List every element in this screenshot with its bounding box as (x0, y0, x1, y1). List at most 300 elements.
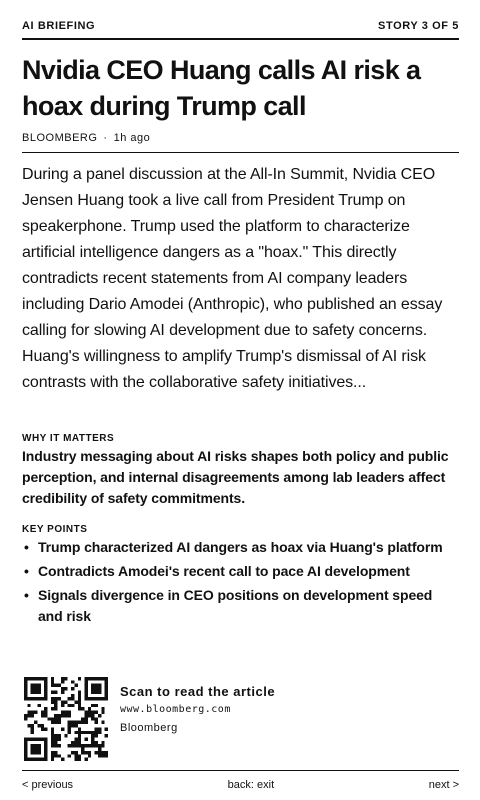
qr-module (101, 707, 104, 710)
qr-module (88, 711, 91, 714)
qr-module (37, 748, 40, 751)
qr-module (101, 744, 104, 747)
qr-module (88, 744, 91, 747)
qr-module (101, 697, 104, 700)
qr-module (78, 707, 81, 710)
qr-module (95, 717, 98, 720)
qr-module (105, 677, 108, 680)
qr-module (68, 754, 71, 757)
qr-module (51, 737, 54, 740)
qr-module (37, 751, 40, 754)
qr-module (54, 690, 57, 693)
qr-module (105, 727, 108, 730)
qr-module (24, 714, 27, 717)
qr-module (54, 701, 57, 704)
qr-module (37, 704, 40, 707)
qr-module (78, 690, 81, 693)
article-url: www.bloomberg.com (120, 704, 231, 715)
qr-module (84, 744, 87, 747)
qr-module (41, 714, 44, 717)
qr-module (31, 714, 34, 717)
qr-module (24, 690, 27, 693)
qr-module (81, 721, 84, 724)
qr-module (68, 721, 71, 724)
qr-module (44, 737, 47, 740)
qr-module (31, 758, 34, 761)
qr-module (98, 697, 101, 700)
qr-module (81, 717, 84, 720)
qr-module (88, 731, 91, 734)
qr-module (68, 727, 71, 730)
qr-module (44, 727, 47, 730)
qr-module (51, 744, 54, 747)
qr-module (34, 711, 37, 714)
qr-module (58, 714, 61, 717)
qr-module (37, 724, 40, 727)
qr-module (58, 754, 61, 757)
qr-module (24, 687, 27, 690)
qr-module (37, 687, 40, 690)
qr-module (61, 758, 64, 761)
qr-module (27, 758, 30, 761)
why-it-matters-label: WHY IT MATTERS (22, 433, 115, 444)
qr-module (37, 684, 40, 687)
qr-module (27, 697, 30, 700)
qr-module (78, 731, 81, 734)
qr-module (74, 684, 77, 687)
qr-module (54, 697, 57, 700)
qr-module (78, 734, 81, 737)
qr-module (54, 721, 57, 724)
qr-code[interactable] (24, 677, 108, 761)
qr-module (51, 727, 54, 730)
qr-module (84, 758, 87, 761)
qr-module (105, 734, 108, 737)
qr-module (91, 687, 94, 690)
qr-module (91, 744, 94, 747)
qr-module (27, 677, 30, 680)
qr-module (41, 758, 44, 761)
qr-module (95, 721, 98, 724)
qr-module (78, 677, 81, 680)
qr-module (44, 707, 47, 710)
qr-module (24, 694, 27, 697)
qr-module (41, 724, 44, 727)
qr-module (91, 741, 94, 744)
list-item: • Contradicts Amodei's recent call to pace AI development (22, 561, 459, 582)
byline (22, 132, 459, 153)
qr-module (78, 727, 81, 730)
qr-module (78, 758, 81, 761)
qr-module (34, 690, 37, 693)
qr-module (68, 744, 71, 747)
qr-module (78, 701, 81, 704)
qr-module (31, 727, 34, 730)
qr-module (61, 687, 64, 690)
qr-module (41, 737, 44, 740)
qr-module (105, 687, 108, 690)
qr-module (51, 731, 54, 734)
qr-module (95, 744, 98, 747)
qr-module (71, 680, 74, 683)
qr-module (34, 751, 37, 754)
qr-module (44, 694, 47, 697)
qr-module (105, 751, 108, 754)
qr-module (54, 707, 57, 710)
qr-module (105, 697, 108, 700)
next-button[interactable]: next > (428, 779, 459, 791)
qr-module (51, 697, 54, 700)
story-position: STORY 3 OF 5 (378, 20, 459, 32)
qr-module (44, 697, 47, 700)
qr-module (51, 721, 54, 724)
qr-module (78, 694, 81, 697)
qr-module (71, 694, 74, 697)
qr-module (74, 754, 77, 757)
qr-module (105, 694, 108, 697)
qr-module (64, 734, 67, 737)
qr-module (24, 751, 27, 754)
list-item: • Signals divergence in CEO positions on development speed and risk (22, 585, 459, 627)
qr-module (51, 754, 54, 757)
qr-source: Bloomberg (120, 722, 178, 734)
qr-module (84, 737, 87, 740)
qr-module (78, 721, 81, 724)
qr-module (31, 684, 34, 687)
qr-module (44, 690, 47, 693)
qr-module (61, 704, 64, 707)
qr-module (84, 684, 87, 687)
section-label: AI BRIEFING (22, 20, 96, 32)
qr-module (54, 737, 57, 740)
qr-module (71, 721, 74, 724)
qr-module (95, 727, 98, 730)
qr-module (101, 721, 104, 724)
qr-module (84, 690, 87, 693)
qr-module (81, 748, 84, 751)
qr-module (61, 680, 64, 683)
qr-module (34, 737, 37, 740)
qr-prompt: Scan to read the article (120, 684, 276, 699)
qr-module (64, 677, 67, 680)
qr-module (27, 724, 30, 727)
qr-module (74, 731, 77, 734)
qr-module (84, 687, 87, 690)
qr-module (41, 677, 44, 680)
qr-module (95, 690, 98, 693)
qr-module (105, 754, 108, 757)
qr-module (84, 721, 87, 724)
qr-module (95, 731, 98, 734)
qr-module (78, 744, 81, 747)
qr-module (98, 690, 101, 693)
qr-module (95, 704, 98, 707)
qr-module (88, 697, 91, 700)
qr-module (68, 724, 71, 727)
qr-module (48, 717, 51, 720)
qr-module (101, 677, 104, 680)
qr-module (58, 744, 61, 747)
qr-module (74, 758, 77, 761)
article-body: During a panel discussion at the All-In Summit, Nvidia CEO Jensen Huang took a live call from President Trump on speakerphone. Trump used the platform to characterize artificial intelligence dangers as a "hoax." This directly contradicts recent statements from AI company leaders including Dario Amodei (Anthropic), who published an essay calling for slowing AI development due to safety concerns. Huang's willingness to amplify Trump's dismissal of AI risk contrasts with the collaborative safety initiatives... (22, 166, 443, 391)
qr-module (74, 741, 77, 744)
qr-module (84, 731, 87, 734)
qr-module (71, 744, 74, 747)
exit-button[interactable]: back: exit (227, 779, 275, 791)
qr-module (51, 707, 54, 710)
qr-module (34, 677, 37, 680)
qr-module (61, 711, 64, 714)
qr-module (58, 697, 61, 700)
qr-module (101, 751, 104, 754)
qr-module (44, 714, 47, 717)
footer-nav (22, 770, 459, 791)
qr-module (51, 751, 54, 754)
qr-module (98, 727, 101, 730)
qr-module (44, 758, 47, 761)
qr-module (51, 758, 54, 761)
qr-module (105, 690, 108, 693)
timestamp: 1h ago (113, 132, 151, 144)
qr-module (61, 714, 64, 717)
qr-module (58, 734, 61, 737)
qr-module (98, 751, 101, 754)
qr-module (64, 687, 67, 690)
qr-module (74, 751, 77, 754)
qr-module (37, 744, 40, 747)
list-item: • Trump characterized AI dangers as hoax via Huang's platform (22, 537, 459, 558)
qr-module (88, 754, 91, 757)
qr-module (91, 697, 94, 700)
qr-module (91, 734, 94, 737)
qr-module (88, 677, 91, 680)
qr-module (95, 751, 98, 754)
qr-module (27, 711, 30, 714)
qr-module (51, 684, 54, 687)
qr-module (31, 748, 34, 751)
qr-module (58, 737, 61, 740)
qr-module (24, 680, 27, 683)
previous-button[interactable]: < previous (22, 779, 74, 791)
qr-module (51, 734, 54, 737)
qr-module (105, 684, 108, 687)
qr-module (41, 727, 44, 730)
qr-module (31, 697, 34, 700)
qr-module (44, 677, 47, 680)
qr-module (51, 680, 54, 683)
headline: Nvidia CEO Huang calls AI risk a hoax during Trump call (22, 55, 421, 121)
qr-module (68, 697, 71, 700)
qr-module (31, 687, 34, 690)
qr-module (61, 701, 64, 704)
qr-module (98, 684, 101, 687)
qr-module (78, 737, 81, 740)
qr-module (58, 721, 61, 724)
qr-module (34, 758, 37, 761)
qr-module (84, 680, 87, 683)
qr-module (71, 741, 74, 744)
qr-module (51, 717, 54, 720)
qr-module (31, 751, 34, 754)
qr-module (84, 751, 87, 754)
qr-module (95, 677, 98, 680)
qr-module (31, 690, 34, 693)
qr-module (37, 690, 40, 693)
qr-module (78, 754, 81, 757)
qr-module (24, 741, 27, 744)
key-points-list (22, 537, 459, 630)
qr-module (64, 701, 67, 704)
qr-module (31, 744, 34, 747)
qr-module (78, 741, 81, 744)
qr-module (74, 737, 77, 740)
qr-module (61, 690, 64, 693)
qr-module (68, 714, 71, 717)
qr-module (74, 744, 77, 747)
qr-module (98, 677, 101, 680)
qr-module (24, 677, 27, 680)
qr-module (68, 731, 71, 734)
qr-module (51, 677, 54, 680)
qr-module (64, 711, 67, 714)
qr-module (91, 704, 94, 707)
qr-module (51, 701, 54, 704)
qr-module (84, 714, 87, 717)
qr-module (54, 717, 57, 720)
qr-module (91, 684, 94, 687)
qr-module (101, 754, 104, 757)
qr-module (61, 727, 64, 730)
qr-module (37, 737, 40, 740)
qr-module (68, 711, 71, 714)
qr-module (34, 748, 37, 751)
qr-module (71, 751, 74, 754)
qr-module (98, 754, 101, 757)
qr-module (91, 737, 94, 740)
qr-module (78, 697, 81, 700)
qr-module (41, 697, 44, 700)
qr-module (44, 741, 47, 744)
qr-module (37, 697, 40, 700)
qr-module (84, 717, 87, 720)
qr-module (34, 697, 37, 700)
qr-module (84, 697, 87, 700)
qr-module (88, 714, 91, 717)
qr-module (54, 704, 57, 707)
qr-module (54, 684, 57, 687)
qr-module (24, 684, 27, 687)
qr-module (37, 677, 40, 680)
qr-module (91, 731, 94, 734)
qr-module (84, 694, 87, 697)
qr-module (98, 748, 101, 751)
qr-module (24, 697, 27, 700)
qr-module (34, 744, 37, 747)
qr-module (84, 677, 87, 680)
qr-module (95, 741, 98, 744)
qr-module (44, 711, 47, 714)
key-points-label: KEY POINTS (22, 524, 88, 535)
qr-module (54, 741, 57, 744)
qr-module (31, 724, 34, 727)
qr-module (71, 687, 74, 690)
qr-module (91, 677, 94, 680)
qr-module (44, 751, 47, 754)
top-bar (22, 20, 459, 40)
qr-module (54, 734, 57, 737)
qr-module (34, 684, 37, 687)
qr-module (24, 758, 27, 761)
qr-module (31, 731, 34, 734)
qr-module (64, 714, 67, 717)
qr-module (105, 680, 108, 683)
qr-module (54, 714, 57, 717)
qr-module (54, 754, 57, 757)
qr-module (54, 744, 57, 747)
qr-module (74, 721, 77, 724)
qr-module (24, 744, 27, 747)
qr-module (51, 690, 54, 693)
qr-module (91, 714, 94, 717)
qr-module (74, 724, 77, 727)
qr-module (44, 748, 47, 751)
qr-module (95, 711, 98, 714)
qr-module (34, 721, 37, 724)
qr-module (44, 754, 47, 757)
qr-module (51, 741, 54, 744)
byline-separator: · (103, 132, 108, 144)
qr-module (98, 714, 101, 717)
qr-module (24, 737, 27, 740)
qr-module (81, 751, 84, 754)
qr-module (84, 711, 87, 714)
qr-module (54, 751, 57, 754)
qr-module (71, 697, 74, 700)
qr-module (71, 704, 74, 707)
qr-module (44, 680, 47, 683)
qr-module (91, 690, 94, 693)
qr-module (81, 744, 84, 747)
qr-module (98, 687, 101, 690)
qr-module (34, 687, 37, 690)
qr-module (68, 704, 71, 707)
qr-module (37, 758, 40, 761)
qr-module (31, 737, 34, 740)
qr-module (27, 704, 30, 707)
qr-module (98, 744, 101, 747)
why-it-matters-text: Industry messaging about AI risks shapes both policy and public perception, and internal disagreements among lab leaders affect credibility of safety commitments. (22, 448, 449, 506)
qr-module (71, 724, 74, 727)
qr-module (101, 741, 104, 744)
qr-module (88, 707, 91, 710)
qr-module (24, 717, 27, 720)
qr-module (27, 737, 30, 740)
qr-module (44, 744, 47, 747)
qr-module (95, 697, 98, 700)
qr-module (95, 684, 98, 687)
qr-module (81, 731, 84, 734)
qr-module (101, 711, 104, 714)
qr-module (95, 734, 98, 737)
qr-module (91, 717, 94, 720)
qr-module (95, 687, 98, 690)
qr-module (98, 731, 101, 734)
qr-module (31, 711, 34, 714)
story-page (22, 0, 459, 800)
qr-module (31, 677, 34, 680)
qr-module (58, 684, 61, 687)
qr-module (41, 711, 44, 714)
